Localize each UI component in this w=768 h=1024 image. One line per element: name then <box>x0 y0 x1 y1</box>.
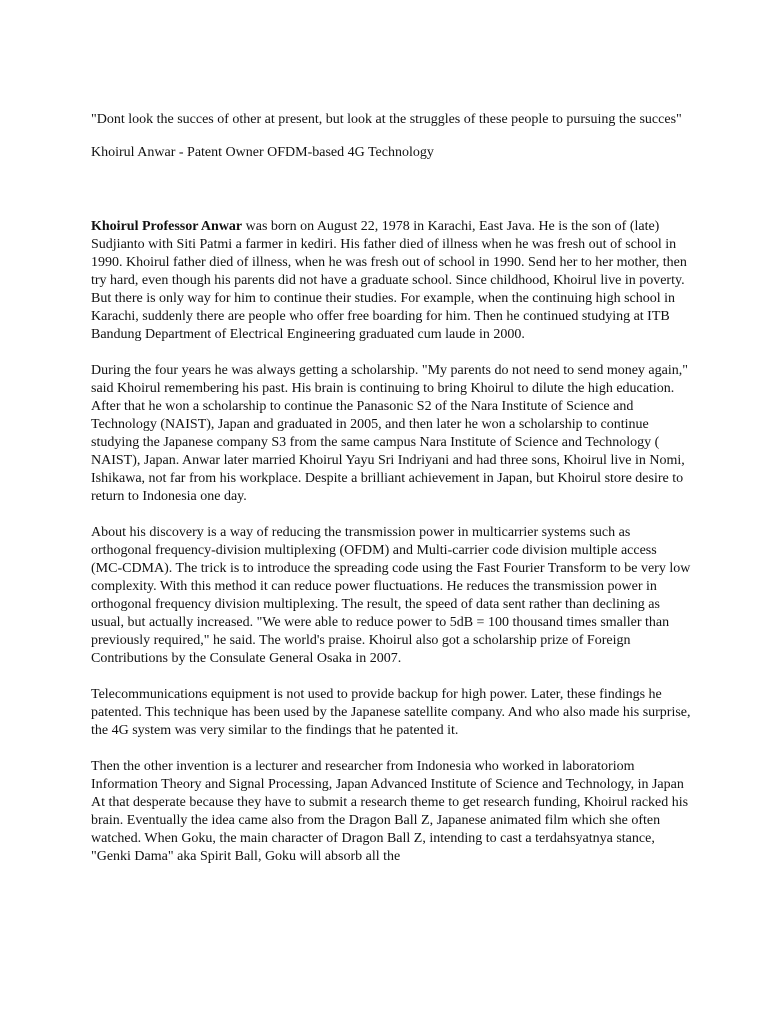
subject-name: Khoirul Professor Anwar <box>91 219 243 234</box>
byline: Khoirul Anwar - Patent Owner OFDM-based 4G Technology <box>91 145 434 160</box>
paragraph-text: was born on August 22, 1978 in Karachi, East Java. He is the son of (late) Sudjianto with Siti Patmi a farmer in kediri. His father died of illness when he was fresh out of school in 1990. Khoirul father died of illness, when he was fresh out of school in 1990. Send her to her mother, then try hard, even though his parents did not have a graduate school. Since childhood, Khoirul live in poverty. But there is only way for him to continue their studies. For example, when the continuing high school in Karachi, suddenly there are people who offer free boarding for him. Then he continued studying at ITB Bandung Department of Electrical Engineering graduated cum laude in 2000. <box>91 219 687 342</box>
paragraph-biography <box>91 218 691 344</box>
document-page <box>91 110 691 884</box>
paragraph-education: During the four years he was always getting a scholarship. "My parents do not need to send money again," said Khoirul remembering his past. His brain is continuing to bring Khoirul to dilute the high education. After that he won a scholarship to continue the Panasonic S2 of the Nara Institute of Science and Technology (NAIST), Japan and graduated in 2005, and then later he won a scholarship to continue studying the Japanese company S3 from the same campus Nara Institute of Science and Technology ( NAIST), Japan. Anwar later married Khoirul Yayu Sri Indriyani and had three sons, Khoirul live in Nomi, Ishikawa, not far from his workplace. Despite a brilliant achievement in Japan, but Khoirul store desire to return to Indonesia one day. <box>91 363 688 504</box>
paragraph-patent: Telecommunications equipment is not used to provide backup for high power. Later, these findings he patented. This technique has been used by the Japanese satellite company. And who also made his surprise, the 4G system was very similar to the findings that he patented it. <box>91 687 691 738</box>
opening-quote: "Dont look the succes of other at present, but look at the struggles of these people to pursuing the succes" <box>91 112 682 127</box>
paragraph-invention: Then the other invention is a lecturer and researcher from Indonesia who worked in laboratoriom Information Theory and Signal Processing, Japan Advanced Institute of Science and Technology, in Japan At that desperate because they have to submit a research theme to get research funding, Khoirul racked his brain. Eventually the idea came also from the Dragon Ball Z, Japanese animated film which she often watched. When Goku, the main character of Dragon Ball Z, intending to cast a terdahsyatnya stance, "Genki Dama" aka Spirit Ball, Goku will absorb all the <box>91 759 689 864</box>
paragraph-discovery: About his discovery is a way of reducing the transmission power in multicarrier systems such as orthogonal frequency-division multiplexing (OFDM) and Multi-carrier code division multiple access (MC-CDMA). The trick is to introduce the spreading code using the Fast Fourier Transform to be very low complexity. With this method it can reduce power fluctuations. He reduces the transmission power in orthogonal frequency division multiplexing. The result, the speed of data sent rather than declining as usual, but actually increased. "We were able to reduce power to 5dB = 100 thousand times smaller than previously required," he said. The world's praise. Khoirul also got a scholarship prize of Foreign Contributions by the Consulate General Osaka in 2007. <box>91 525 691 666</box>
